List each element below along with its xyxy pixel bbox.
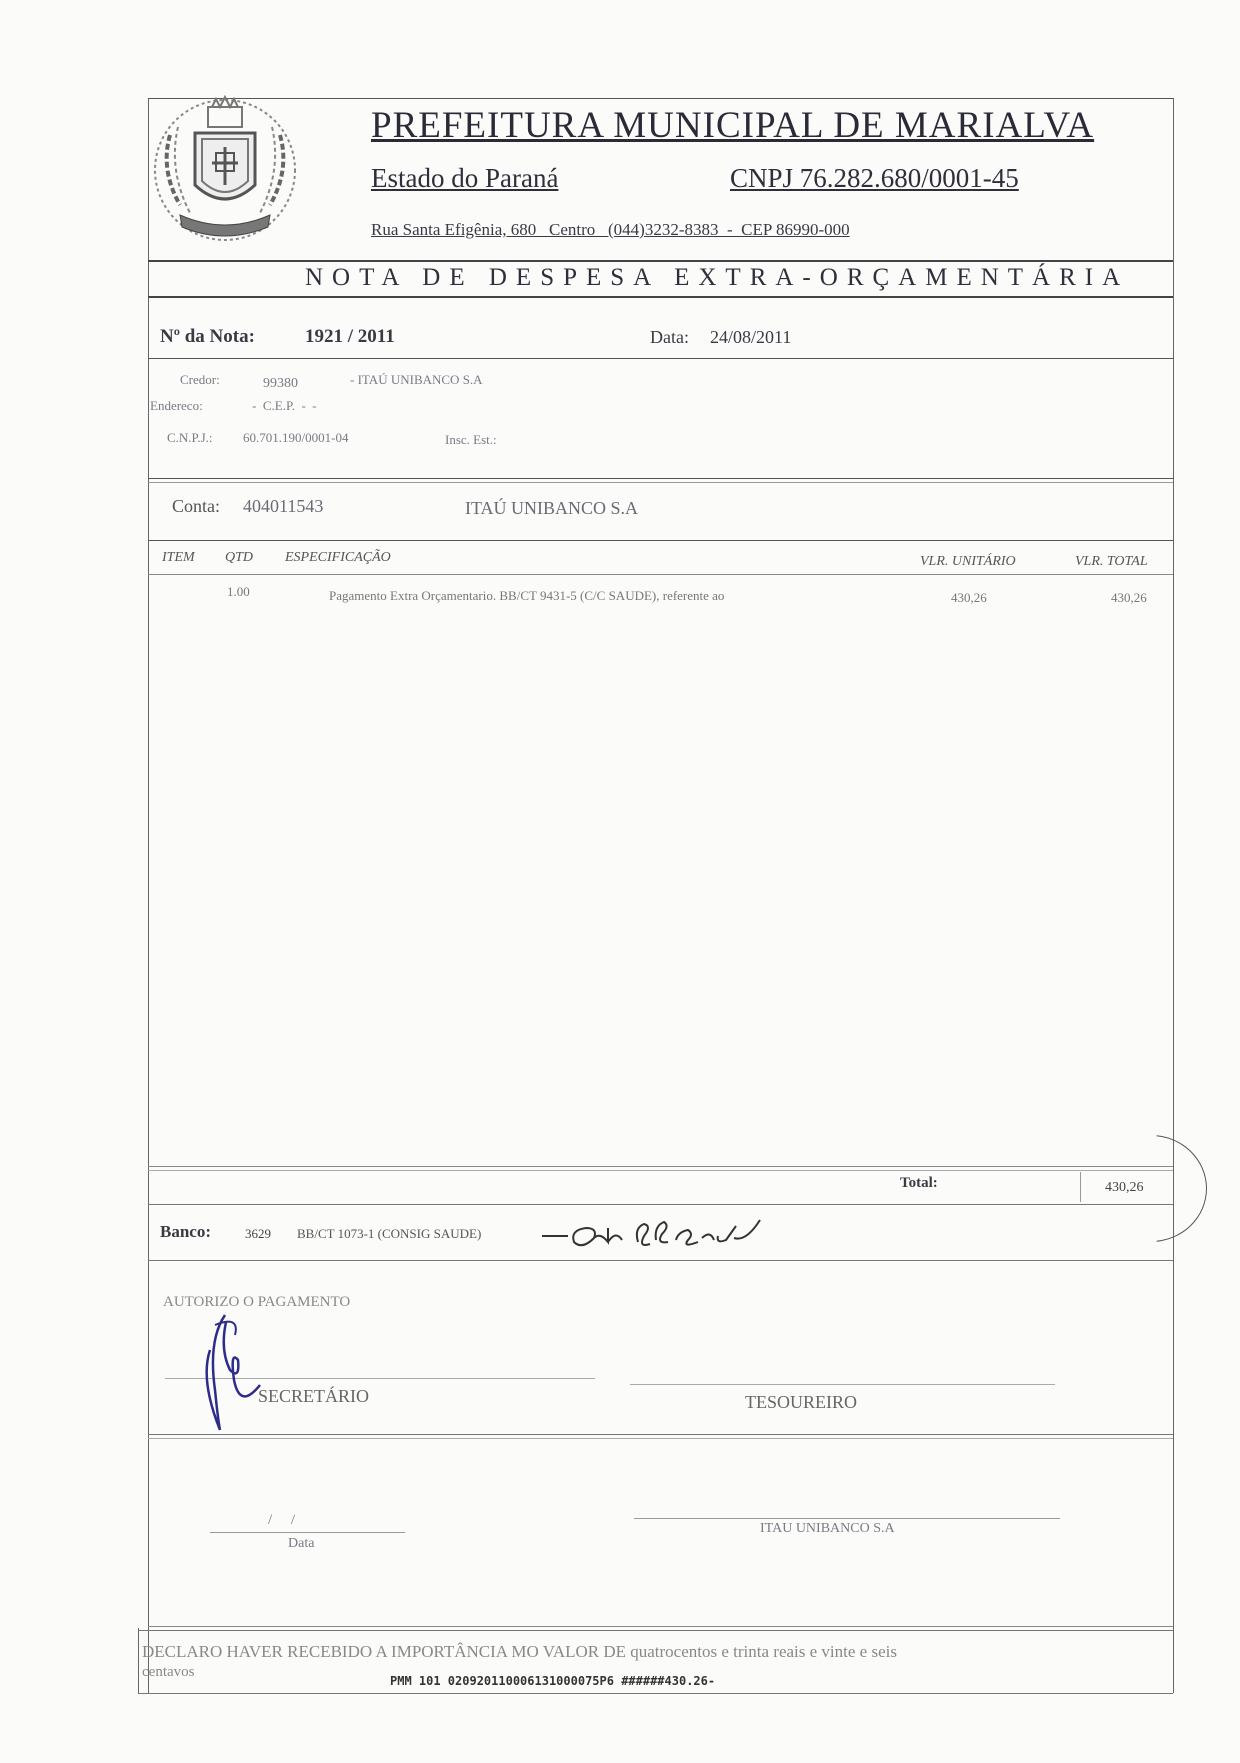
row-specification: Pagamento Extra Orçamentario. BB/CT 9431-5 (C/C SAUDE), referente ao xyxy=(329,588,725,603)
authorization-bottom-line-2 xyxy=(148,1438,1173,1439)
note-bottom-line xyxy=(148,358,1173,359)
bank-label: Banco: xyxy=(160,1222,211,1241)
bank-code: 3629 xyxy=(245,1226,271,1241)
receipt-date-label: Data xyxy=(288,1536,315,1551)
secretary-label: SECRETÁRIO xyxy=(258,1386,370,1406)
row-unit-value: 430,26 xyxy=(951,590,987,605)
title-top-line xyxy=(148,260,1173,262)
frame-left-border xyxy=(148,98,149,1693)
creditor-bottom-line-2 xyxy=(148,482,1173,483)
note-number: 1921 / 2011 xyxy=(305,326,395,347)
note-date-label: Data: xyxy=(650,327,689,347)
secretary-signature xyxy=(190,1310,280,1435)
items-header-line xyxy=(148,574,1173,575)
column-header-total-value: VLR. TOTAL xyxy=(1075,554,1148,569)
row-qtd: 1.00 xyxy=(227,584,250,599)
svg-text:Ok: Ok xyxy=(538,1208,540,1209)
state-name: Estado do Paraná xyxy=(371,163,559,193)
creditor-name: - ITAÚ UNIBANCO S.A xyxy=(350,372,483,387)
receipt-date-slashes: / / xyxy=(268,1512,296,1528)
coat-of-arms-logo xyxy=(150,95,300,245)
creditor-bottom-line xyxy=(148,478,1173,479)
column-header-unit-value: VLR. UNITÁRIO xyxy=(920,554,1016,569)
declaration-text-continued: centavos xyxy=(142,1664,195,1680)
bank-bottom-line xyxy=(148,1260,1173,1261)
total-value: 430,26 xyxy=(1105,1180,1144,1195)
column-header-item: ITEM xyxy=(162,550,195,565)
column-header-qtd: QTD xyxy=(225,550,254,565)
document-title: NOTA DE DESPESA EXTRA-ORÇAMENTÁRIA xyxy=(305,264,1130,291)
table-row xyxy=(148,584,1173,606)
frame-right-border xyxy=(1173,98,1174,1693)
items-bottom-line-2 xyxy=(148,1170,1173,1171)
title-bottom-line xyxy=(148,296,1173,298)
items-bottom-line xyxy=(148,1166,1173,1167)
municipality-title: PREFEITURA MUNICIPAL DE MARIALVA xyxy=(371,105,1095,146)
treasurer-signature-line xyxy=(630,1384,1055,1385)
municipality-cnpj: CNPJ 76.282.680/0001-45 xyxy=(730,163,1019,193)
municipality-address: Rua Santa Efigênia, 680 Centro (044)3232-8383 - CEP 86990-000 xyxy=(371,220,850,239)
account-number: 404011543 xyxy=(243,496,324,516)
account-name: ITAÚ UNIBANCO S.A xyxy=(465,498,639,518)
authorization-text: AUTORIZO O PAGAMENTO xyxy=(163,1294,351,1310)
recipient-signature-line xyxy=(634,1518,1060,1519)
note-number-label: Nº da Nota: xyxy=(160,326,255,347)
total-bottom-line xyxy=(148,1204,1173,1205)
account-label: Conta: xyxy=(172,496,220,516)
frame-top-border xyxy=(148,98,1173,99)
state-registration-label: Insc. Est.: xyxy=(445,432,497,447)
declaration-top-line xyxy=(138,1630,1173,1631)
authentication-stamp: PMM 101 020920110006131000075P6 ######430.26- xyxy=(390,1674,716,1688)
cnpj-value: 60.701.190/0001-04 xyxy=(243,430,349,445)
declaration-bottom-line xyxy=(138,1693,1173,1694)
bank-name: BB/CT 1073-1 (CONSIG SAUDE) xyxy=(297,1226,482,1241)
bank-handwritten-note xyxy=(538,1208,763,1258)
note-date: 24/08/2011 xyxy=(710,327,792,347)
declaration-left-border xyxy=(138,1628,139,1693)
total-label: Total: xyxy=(900,1175,938,1191)
creditor-code: 99380 xyxy=(263,376,298,391)
receipt-date-line xyxy=(210,1532,405,1533)
recipient-name: ITAU UNIBANCO S.A xyxy=(760,1521,895,1536)
treasurer-label: TESOUREIRO xyxy=(745,1392,857,1412)
authorization-bottom-line xyxy=(148,1434,1173,1435)
cnpj-label: C.N.P.J.: xyxy=(167,430,213,445)
address-value: - C.E.P. - - xyxy=(252,398,317,413)
declaration-text: DECLARO HAVER RECEBIDO A IMPORTÂNCIA MO VALOR DE quatrocentos e trinta reais e vinte e seis xyxy=(142,1642,897,1661)
receipt-bottom-line xyxy=(148,1626,1173,1627)
creditor-label: Credor: xyxy=(180,372,220,387)
address-label: Endereco: xyxy=(150,398,203,413)
account-bottom-line xyxy=(148,540,1173,541)
column-header-spec: ESPECIFICAÇÃO xyxy=(285,550,391,565)
row-total-value: 430,26 xyxy=(1111,590,1147,605)
